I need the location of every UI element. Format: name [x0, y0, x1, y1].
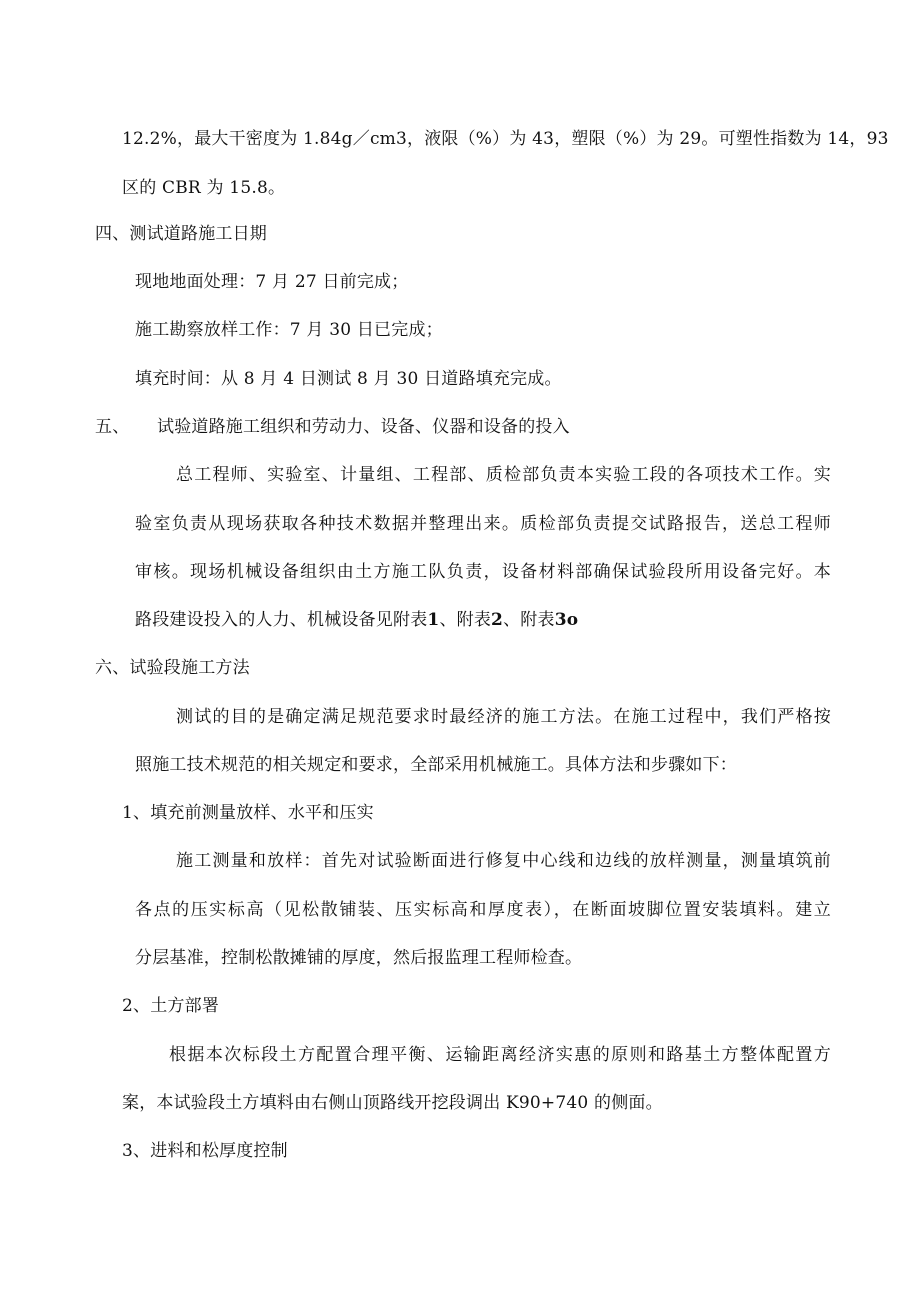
intro-line-1: 12.2%，最大干密度为 1.84g／cm3，液限（%）为 43，塑限（%）为 29。可塑性指数为 14，93	[122, 129, 889, 149]
section-5-number: 五、	[95, 417, 130, 437]
subsection-3-heading: 3、进料和松厚度控制	[122, 1141, 288, 1161]
section-5-title: 试验道路施工组织和劳动力、设备、仪器和设备的投入	[157, 417, 570, 437]
section-6-heading: 六、试验段施工方法	[95, 658, 250, 678]
section-6-paragraph-line-1: 测试的目的是确定满足规范要求时最经济的施工方法。在施工过程中，我们严格按	[176, 707, 831, 727]
section-5-paragraph-line-2: 验室负责从现场获取各种技术数据并整理出来。质检部负责提交试路报告，送总工程师	[135, 514, 831, 534]
subsection-1-paragraph-line-3: 分层基准，控制松散摊铺的厚度，然后报监理工程师检查。	[135, 948, 583, 968]
subsection-2-paragraph-line-1: 根据本次标段土方配置合理平衡、运输距离经济实惠的原则和路基土方整体配置方	[169, 1045, 831, 1065]
section-5-paragraph-line-4	[135, 609, 578, 631]
annex-text-a: 路段建设投入的人力、机械设备见附表	[135, 610, 428, 630]
annex-number-1: 1	[427, 610, 440, 630]
section-6-paragraph-line-2: 照施工技术规范的相关规定和要求，全部采用机械施工。具体方法和步骤如下：	[135, 755, 737, 775]
subsection-1-paragraph-line-2: 各点的压实标高（见松散铺装、压实标高和厚度表），在断面坡脚位置安装填料。建立	[135, 900, 831, 920]
section-4-heading: 四、测试道路施工日期	[95, 224, 267, 244]
section-5-paragraph-line-1: 总工程师、实验室、计量组、工程部、质检部负责本实验工段的各项技术工作。实	[176, 465, 831, 485]
subsection-2-heading: 2、土方部署	[122, 996, 220, 1016]
intro-line-2: 区的 CBR 为 15.8。	[122, 178, 286, 198]
subsection-1-paragraph-line-1: 施工测量和放样：首先对试验断面进行修复中心线和边线的放样测量，测量填筑前	[176, 851, 831, 871]
annex-text-b: 、附表	[439, 610, 492, 630]
section-4-item-3: 填充时间：从 8 月 4 日测试 8 月 30 日道路填充完成。	[135, 369, 562, 389]
subsection-1-heading: 1、填充前测量放样、水平和压实	[122, 803, 374, 823]
annex-number-2: 2	[491, 610, 504, 630]
subsection-2-paragraph-line-2: 案，本试验段土方填料由右侧山顶路线开挖段调出 K90+740 的侧面。	[122, 1093, 663, 1113]
annex-number-3: 3o	[554, 610, 579, 630]
section-4-item-2: 施工勘察放样工作：7 月 30 日已完成；	[135, 320, 443, 340]
annex-text-c: 、附表	[503, 610, 555, 630]
section-4-item-1: 现地地面处理：7 月 27 日前完成；	[135, 272, 409, 292]
section-5-paragraph-line-3: 审核。现场机械设备组织由土方施工队负责，设备材料部确保试验段所用设备完好。本	[135, 562, 831, 582]
